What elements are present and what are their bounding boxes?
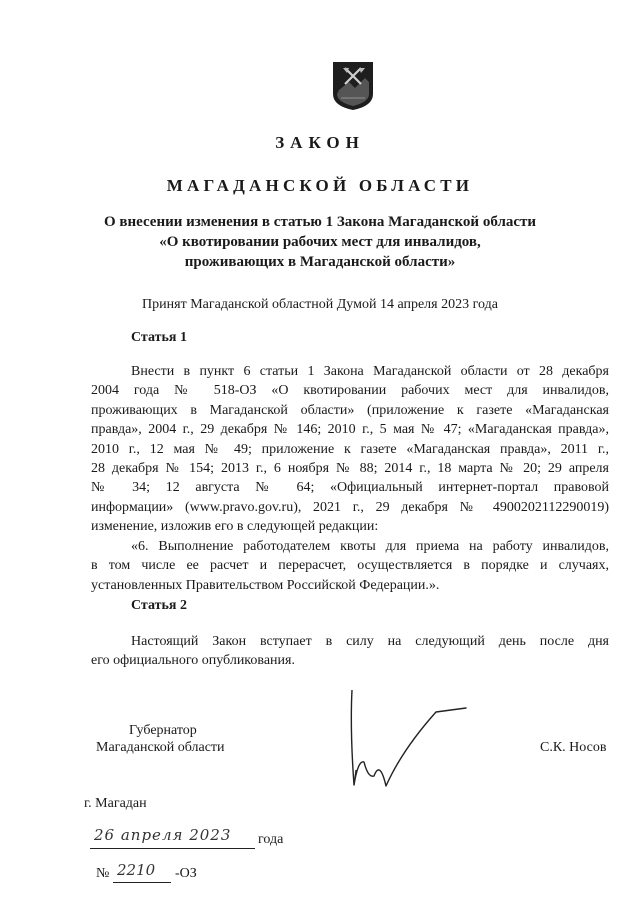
paragraph-line: Настоящий Закон вступает в силу на следующий день после дня xyxy=(131,634,609,649)
heading-line: О внесении изменения в статью 1 Закона Магаданской области xyxy=(103,214,537,230)
paragraph-line: 28 декабря № 154; 2013 г., 6 ноября № 88; 2014 г., 18 марта № 20; 29 апреля xyxy=(91,461,609,477)
paragraph-line: изменение, изложив его в следующей редакции: xyxy=(91,519,379,535)
date-suffix: года xyxy=(258,832,284,847)
paragraph-line: его официального опубликования. xyxy=(91,653,295,669)
paragraph-line: проживающих в Магаданской области» (приложение к газете «Магаданская xyxy=(91,402,609,418)
quote-line: в том числе ее расчет и перерасчет, осуществляется в порядке и случаях, xyxy=(91,558,609,574)
governor-position-line2: Магаданской области xyxy=(96,740,225,755)
heading-line: «О квотировании рабочих мест для инвалидов, xyxy=(159,234,481,250)
paragraph-line: Внести в пункт 6 статьи 1 Закона Магаданской области от 28 декабря xyxy=(131,364,609,379)
law-title: ЗАКОН xyxy=(275,133,365,152)
coat-of-arms-icon xyxy=(331,60,375,112)
handwritten-signature xyxy=(340,690,470,800)
region-title: МАГАДАНСКОЙ ОБЛАСТИ xyxy=(166,176,474,195)
heading-line: проживающих в Магаданской области» xyxy=(184,254,456,270)
adoption-note: Принят Магаданской областной Думой 14 апреля 2023 года xyxy=(142,297,498,312)
governor-position-line1: Губернатор xyxy=(129,723,197,738)
quote-line: «6. Выполнение работодателем квоты для приема на работу инвалидов, xyxy=(131,539,609,554)
paragraph-line: правда», 2004 г., 29 декабря № 146; 2010 г., 5 мая № 47; «Магаданская правда», xyxy=(91,422,609,438)
article-1-quote xyxy=(91,537,609,595)
paragraph-line: 2010 г., 12 мая № 49; приложение к газете «Магаданская правда», 2011 г., xyxy=(91,441,609,457)
paragraph-line: информации» (www.pravo.gov.ru), 2021 г., 29 декабря № 4900202112290019) xyxy=(91,499,609,515)
handwritten-date: 26 апреля 2023 xyxy=(94,826,232,844)
article-1-paragraph xyxy=(91,362,609,537)
handwritten-number: 2210 xyxy=(117,861,156,879)
article-2-paragraph xyxy=(91,632,609,671)
law-heading xyxy=(0,212,640,272)
quote-line: установленных Правительством Российской Федерации.». xyxy=(91,577,440,593)
article-1-title: Статья 1 xyxy=(131,330,187,345)
paragraph-line: № 34; 12 августа № 64; «Официальный интернет-портал правовой xyxy=(91,480,609,496)
number-suffix: -ОЗ xyxy=(175,866,197,881)
governor-name: С.К. Носов xyxy=(540,740,607,755)
article-2-title: Статья 2 xyxy=(131,598,187,613)
number-prefix: № xyxy=(96,866,110,881)
city: г. Магадан xyxy=(84,796,147,811)
paragraph-line: 2004 года № 518-ОЗ «О квотировании рабочих мест для инвалидов, xyxy=(91,383,609,399)
